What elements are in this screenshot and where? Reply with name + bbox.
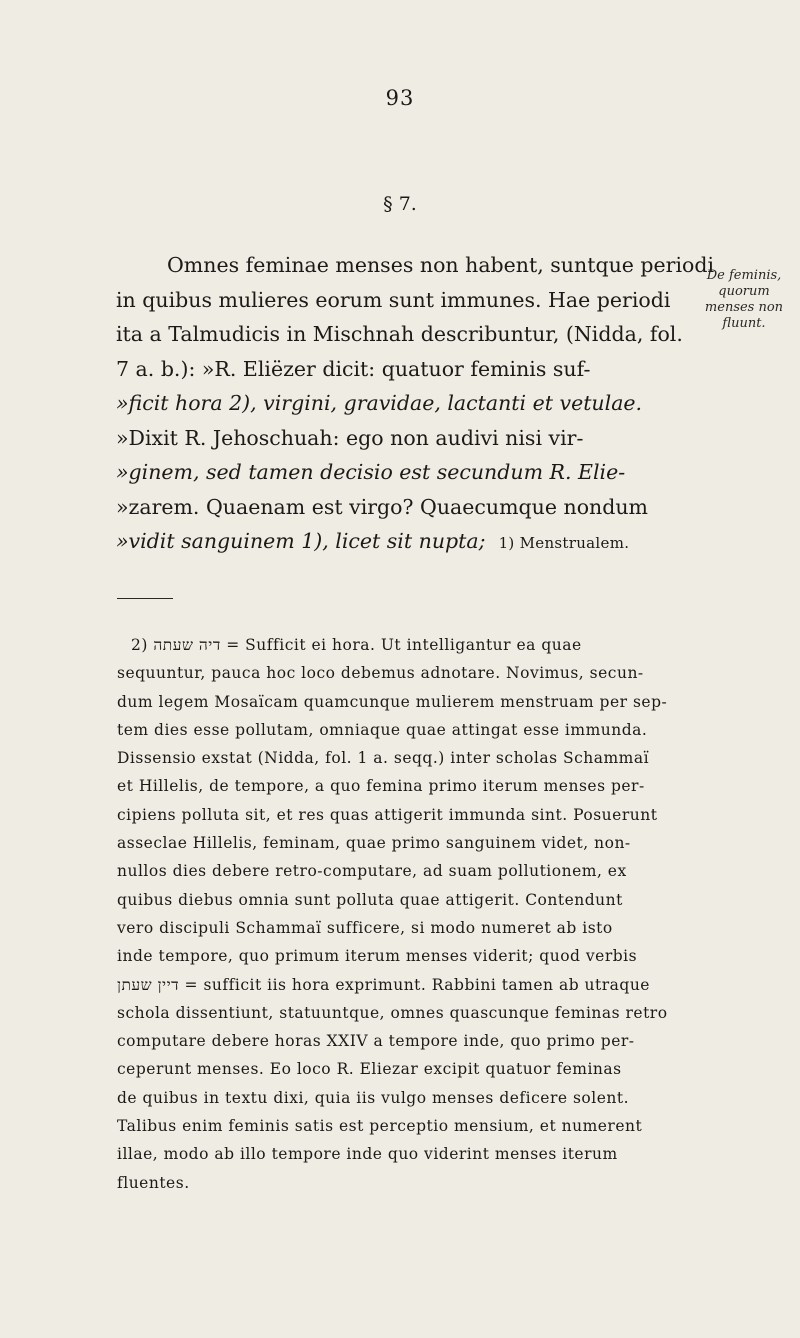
footnote-line: quibus diebus omnia sunt polluta quae attigerit. Contendunt (117, 890, 623, 909)
main-line: »zarem. Quaenam est virgo? Quaecumque nondum (116, 494, 648, 519)
section-heading: § 7. (383, 193, 417, 215)
main-line: »Dixit R. Jehoschuah: ego non audivi nisi vir- (116, 425, 584, 450)
page-number: 93 (385, 86, 415, 110)
main-line: ita a Talmudicis in Mischnah describuntur, (Nidda, fol. (116, 322, 683, 346)
footnote-line: tem dies esse pollutam, omniaque quae attingat esse immunda. (117, 720, 648, 739)
footnote-line: Talibus enim feminis satis est perceptio mensium, et numerent (117, 1117, 643, 1136)
footnote-rule (117, 598, 173, 599)
footnote-line: 2) דיה שעתה = Sufficit ei hora. Ut intelligantur ea quae (131, 636, 582, 654)
footnote-line: nullos dies debere retro-computare, ad suam pollutionem, ex (117, 862, 627, 881)
footnote-line: sequuntur, pauca hoc loco debemus adnotare. Novimus, secun- (117, 664, 644, 683)
main-line (116, 524, 686, 559)
margin-note-line: De feminis, (706, 268, 782, 283)
footnote-line: inde tempore, quo primum iterum menses viderit; quod verbis (117, 947, 638, 966)
footnote-line: et Hillelis, de tempore, a quo femina primo iterum menses per- (117, 777, 645, 796)
main-line: in quibus mulieres eorum sunt immunes. Hae periodi (116, 287, 671, 312)
footnote-line: illae, modo ab illo tempore inde quo viderint menses iterum (117, 1145, 618, 1164)
margin-note-line: fluunt. (722, 316, 766, 331)
main-line: Omnes feminae menses non habent, suntque periodi (167, 253, 715, 277)
footnote-line: asseclae Hillelis, feminam, quae primo sanguinem videt, non- (117, 834, 631, 853)
footnote-line: cipiens polluta sit, et res quas attigerit immunda sint. Posuerunt (117, 805, 658, 824)
footnote-1: 1) Menstrualem. (498, 534, 630, 552)
main-line-text: »vidit sanguinem 1), licet sit nupta; (116, 529, 486, 553)
footnote-line: computare debere horas XXIV a tempore inde, quo primo per- (117, 1032, 635, 1051)
footnote-line: vero discipuli Schammaï sufficere, si modo numeret ab isto (117, 918, 613, 937)
main-text (116, 248, 715, 559)
footnote-line: דיין שעתן = sufficit iis hora exprimunt. Rabbini tamen ab utraque (117, 975, 650, 994)
main-line: »ginem, sed tamen decisio est secundum R. Elie- (116, 460, 626, 484)
margin-note-line: quorum (718, 284, 770, 299)
footnote-2 (117, 631, 689, 1197)
footnote-line: ceperunt menses. Eo loco R. Eliezar excipit quatuor feminas (117, 1060, 622, 1079)
main-line: »ficit hora 2), virgini, gravidae, lactanti et vetulae. (116, 391, 643, 415)
footnote-line: de quibus in textu dixi, quia iis vulgo menses deficere solent. (117, 1088, 630, 1107)
margin-note (690, 268, 798, 332)
footnote-line: schola dissentiunt, statuuntque, omnes quascunque feminas retro (117, 1003, 668, 1022)
footnote-line: Dissensio exstat (Nidda, fol. 1 a. seqq.) inter scholas Schammaï (117, 749, 650, 768)
main-line: 7 a. b.): »R. Eliëzer dicit: quatuor feminis suf- (116, 356, 591, 381)
footnote-line: fluentes. (117, 1173, 190, 1192)
footnote-line: dum legem Mosaïcam quamcunque mulierem menstruam per sep- (117, 692, 668, 711)
margin-note-line: menses non (704, 300, 784, 315)
